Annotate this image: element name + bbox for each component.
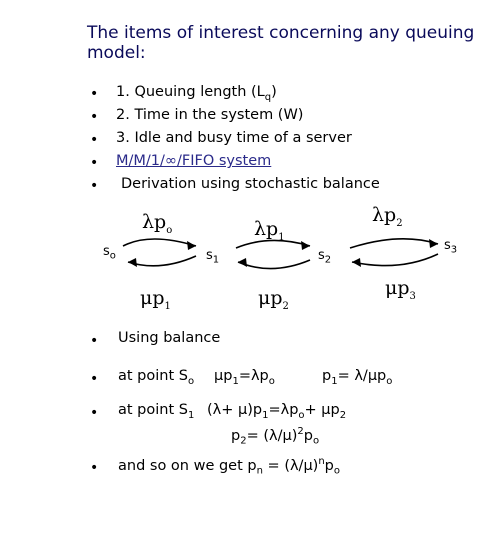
list-item-time-in-system: 2. Time in the system (W) (116, 107, 304, 123)
arrowhead-icon (429, 239, 438, 248)
arrowhead-icon (187, 241, 196, 250)
rate-mu-p2: $\mu p_2$ (258, 287, 289, 312)
rate-lambda-p1: $\lambda p_1$ (254, 218, 285, 243)
point-s0-label: at point $S_o$ (118, 368, 195, 387)
bullet-icon: • (90, 109, 99, 125)
using-balance-text: Using balance (118, 330, 221, 346)
title-line-1: The items of interest concerning any queuing (87, 23, 475, 43)
bullet-icon: • (90, 155, 99, 171)
rate-mu-p3: $\mu p_3$ (385, 277, 416, 302)
equation-p2: $p_2= (\lambda/\mu)^2p_o$ (231, 426, 320, 447)
title-line-2: model: (87, 43, 146, 63)
arrowhead-icon (238, 258, 247, 267)
bullet-icon: • (90, 178, 99, 194)
equation-s1-balance: $(\lambda+ \mu)p_1=\lambda p_o+ \mu p_2$ (207, 402, 347, 421)
general-solution-text: and so on we get $p_n = (\lambda/\mu)^np_o$ (118, 456, 341, 477)
list-item-derivation: Derivation using stochastic balance (121, 176, 380, 192)
arrowhead-icon (301, 241, 310, 250)
arrow-s1-to-s0 (128, 256, 196, 266)
point-s1-label: at point $S_1$ (118, 402, 195, 421)
rate-lambda-p2: $\lambda p_2$ (372, 204, 403, 229)
arrow-s3-to-s2 (352, 254, 438, 266)
arrow-s0-to-s1 (123, 239, 196, 246)
bullet-icon: • (90, 405, 99, 421)
state-s3: $s_3$ (444, 238, 458, 256)
bullet-icon: • (90, 86, 99, 102)
list-item-idle-busy: 3. Idle and busy time of a server (116, 130, 352, 146)
state-s2: $s_2$ (318, 248, 332, 266)
mm1-system-link[interactable]: M/M/1/∞/FIFO system (116, 153, 272, 169)
rate-lambda-p0: $\lambda p_o$ (142, 211, 173, 236)
equation-p1: $p_1= \lambda/\mu p_o$ (322, 368, 393, 387)
list-item-queue-length: 1. Queuing length $(L_q)$ (116, 84, 277, 103)
bullet-icon: • (90, 460, 99, 476)
arrow-s2-to-s3 (350, 239, 438, 248)
arrow-s2-to-s1 (238, 260, 310, 269)
bullet-icon: • (90, 333, 99, 349)
arrowhead-icon (128, 258, 137, 267)
equation-s0-balance: $\mu p_1=\lambda p_o$ (214, 368, 275, 387)
bullet-icon: • (90, 371, 99, 387)
state-s0: $s_o$ (103, 244, 116, 262)
state-s1: $s_1$ (206, 248, 220, 266)
arrowhead-icon (352, 258, 361, 267)
bullet-icon: • (90, 132, 99, 148)
rate-mu-p1: $\mu p_1$ (140, 287, 171, 312)
